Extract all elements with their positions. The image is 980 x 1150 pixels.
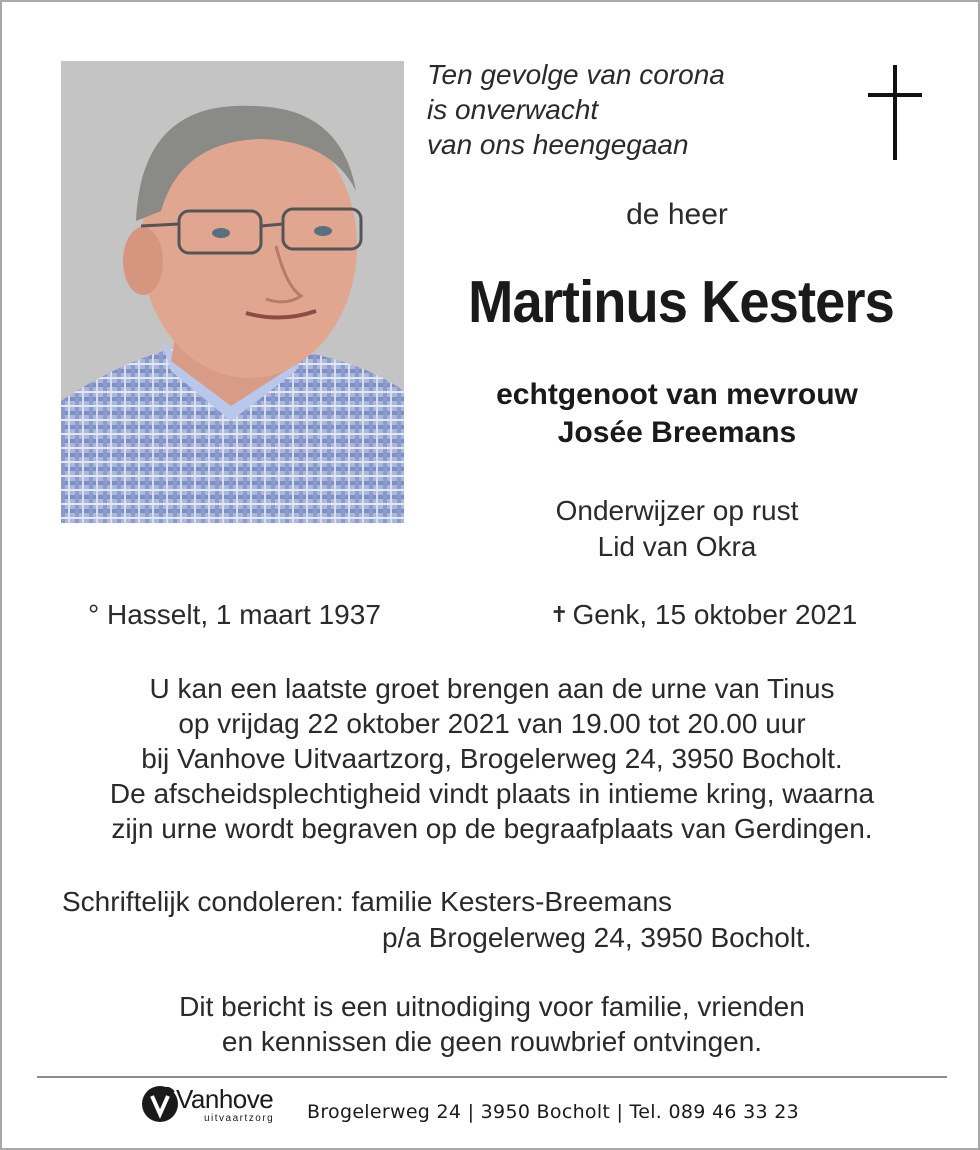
funeral-line: bij Vanhove Uitvaartzorg, Brogelerweg 24, 3950 Bocholt.: [141, 743, 843, 774]
intro-line: van ons heengegaan: [427, 129, 689, 160]
funeral-line: U kan een laatste groet brengen aan de urne van Tinus: [149, 673, 835, 704]
occupation-info: [422, 493, 932, 565]
death-cross-icon: ✝: [550, 602, 569, 627]
death-date: Genk, 15 oktober 2021: [572, 599, 858, 630]
condolence-line: Schriftelijk condoleren: familie Kesters-Breemans: [62, 886, 673, 917]
intro-line: is onverwacht: [427, 94, 599, 125]
membership-line: Lid van Okra: [597, 531, 757, 562]
occupation-line: Onderwijzer op rust: [555, 495, 799, 526]
death-info: [550, 599, 857, 631]
funeral-line: De afscheidsplechtigheid vindt plaats in intieme kring, waarna: [109, 778, 875, 809]
logo-subtitle: uitvaartzorg: [204, 1113, 275, 1124]
footer-contact: Brogelerweg 24 | 3950 Bocholt | Tel. 089 46 33 23: [307, 1101, 799, 1123]
birth-info: ° Hasselt, 1 maart 1937: [88, 599, 381, 630]
spouse-info: [422, 376, 932, 452]
cross-icon: [868, 65, 922, 160]
intro-line: Ten gevolge van corona: [427, 59, 725, 90]
honorific: de heer: [626, 198, 728, 231]
intro-text: [427, 57, 725, 162]
condolence-address-line: p/a Brogelerweg 24, 3950 Bocholt.: [382, 922, 812, 953]
portrait-photo: [61, 61, 404, 523]
invitation-line: Dit bericht is een uitnodiging voor familie, vrienden: [179, 991, 805, 1022]
funeral-details: [42, 671, 942, 846]
invitation-note: [42, 989, 942, 1059]
invitation-line: en kennissen die geen rouwbrief ontvingen.: [221, 1026, 763, 1057]
spouse-name: Josée Breemans: [557, 416, 797, 449]
vanhove-logo: [138, 1082, 298, 1130]
funeral-line: zijn urne wordt begraven op de begraafplaats van Gerdingen.: [111, 813, 873, 844]
spouse-line: echtgenoot van mevrouw: [496, 378, 858, 411]
logo-name: Vanhove: [176, 1084, 274, 1114]
funeral-line: op vrijdag 22 oktober 2021 van 19.00 tot 20.00 uur: [178, 708, 806, 739]
footer-divider: [37, 1076, 947, 1078]
deceased-name: Martinus Kesters: [468, 269, 894, 335]
condolence-address: [62, 884, 812, 956]
